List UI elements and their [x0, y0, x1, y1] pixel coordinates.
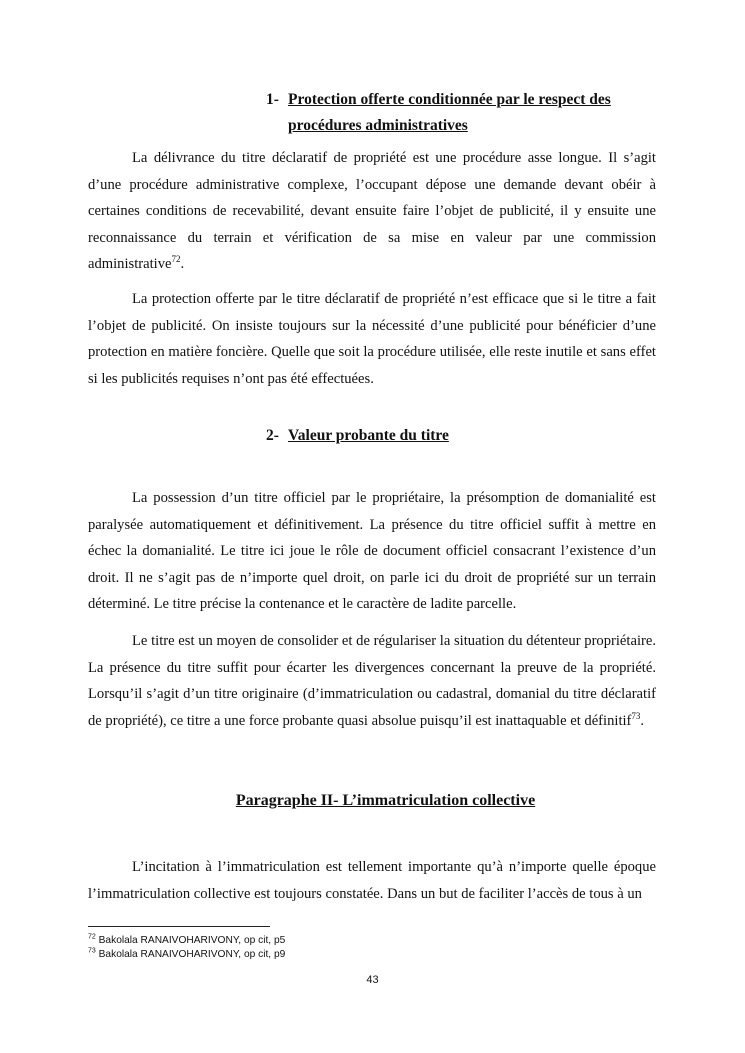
section-title-line1: Protection offerte conditionnée par le respect des	[288, 91, 611, 108]
section-number: 2-	[266, 427, 279, 444]
paragraph: La protection offerte par le titre déclaratif de propriété n’est efficace que si le titre a fait l’objet de publicité. On insiste toujours sur la nécessité d’une publicité pour bénéficier d’une protection en matière foncière. Quelle que soit la procédure utilisée, elle reste inutile et sans effet si les publicités requises n’ont pas été effectuées.	[88, 291, 656, 387]
paragraph-heading: Paragraphe II- L’immatriculation collective	[235, 792, 536, 809]
paragraph: Le titre est un moyen de consolider et de régulariser la situation du détenteur propriétaire. La présence du titre suffit pour écarter les divergences concernant la preuve de la propriété. Lorsqu’il s’agit d’un titre originaire (d’immatriculation ou cadastral, domanial du titre déclaratif de propriété), ce titre a une force probante quasi absolue puisqu’il est inattaquable et définitif$^{73}$.	[88, 633, 656, 729]
section-title-line2: procédures administratives	[288, 117, 468, 134]
section-title: Valeur probante du titre	[288, 427, 449, 444]
paragraph: L’incitation à l’immatriculation est tellement importante qu’à n’importe quelle époque l’immatriculation collective est toujours constatée. Dans un but de faciliter l’accès de tous à un	[88, 859, 656, 902]
section-number: 1-	[266, 91, 279, 108]
footnote: $^{73}$ Bakolala RANAIVOHARIVONY, op cit, p9	[88, 947, 286, 960]
footnote: $^{72}$ Bakolala RANAIVOHARIVONY, op cit, p5	[88, 933, 286, 946]
paragraph: La possession d’un titre officiel par le propriétaire, la présomption de domanialité est paralysée automatiquement et définitivement. La présence du titre officiel suffit à mettre en échec la domanialité. Le titre ici joue le rôle de document officiel consacrant l’existence d’un droit. Il ne s’agit pas de n’importe quel droit, on parle ici du droit de propriété sur un terrain déterminé. Le titre précise la contenance et le caractère de ladite parcelle.	[88, 490, 656, 613]
footnote-ref: 72	[171, 254, 181, 265]
paragraph: La délivrance du titre déclaratif de propriété est une procédure asse longue. Il s’agit d’une procédure administrative complexe, l’occupant dépose une demande devant obéir à certaines conditions de recevabilité, devant ensuite faire l’objet de publicité, il y ensuite une reconnaissance du terrain et vérification de sa mise en valeur par une commission administrative$^{72}$.	[88, 150, 656, 273]
footnote-ref: 73	[631, 710, 641, 721]
page-number: 43	[366, 974, 379, 986]
footnote-divider	[88, 926, 270, 927]
